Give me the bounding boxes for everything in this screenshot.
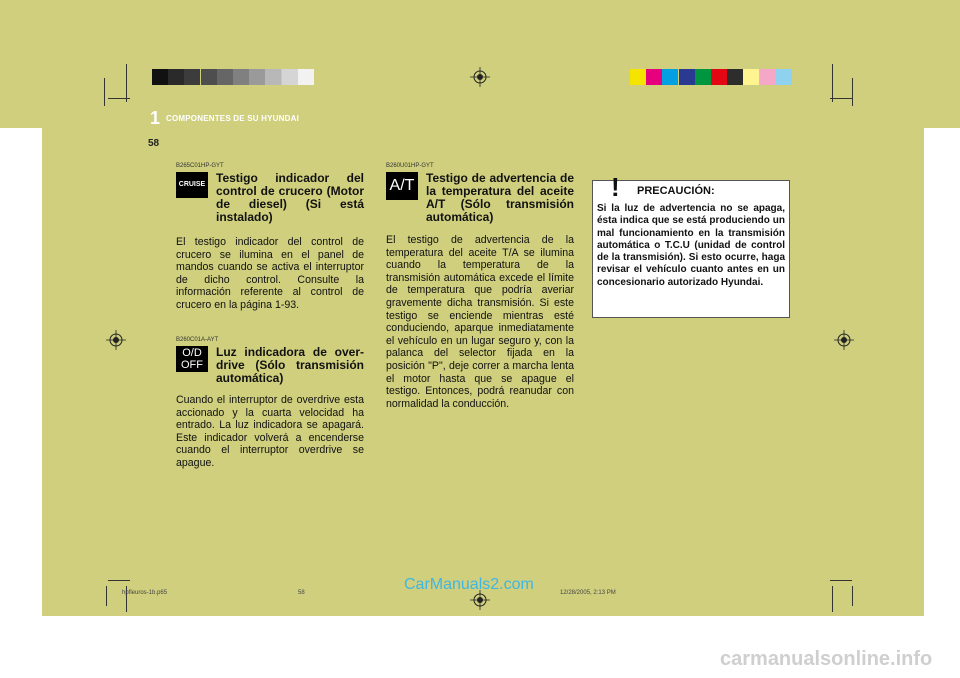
- color-swatch: [201, 69, 217, 85]
- watermark-carmanualsonline: carmanualsonline.info: [720, 648, 933, 670]
- warning-icon: !: [611, 172, 620, 202]
- section-code: B260C01A-AYT: [176, 337, 219, 343]
- section-code: B265C01HP-GYT: [176, 163, 224, 169]
- color-swatch: [743, 69, 759, 85]
- color-swatch: [646, 69, 662, 85]
- footer-page: 58: [298, 590, 305, 596]
- registration-mark-icon: [470, 67, 490, 87]
- section-code: B260U01HP-GYT: [386, 163, 434, 169]
- color-swatch: [776, 69, 792, 85]
- color-swatch: [249, 69, 265, 85]
- section-body: Cuando el interruptor de overdrive esta accionado y la cuarta velocidad ha entrado. La luz indicadora se apagará. Este indicador volverá a encenderse cuando el interruptor overdrive se apague.: [176, 394, 364, 469]
- color-swatch: [282, 69, 298, 85]
- chapter-number: 1: [150, 108, 161, 128]
- registration-mark-icon: [106, 330, 126, 350]
- section-heading: Testigo de advertencia de la temperatura del aceite A/T (Sólo transmisión automática): [426, 171, 574, 224]
- color-swatch: [727, 69, 743, 85]
- color-swatch: [298, 69, 314, 85]
- chapter-title: COMPONENTES DE SU HYUNDAI: [166, 114, 300, 123]
- section-heading: Testigo indicador del control de crucero (Motor de diesel) (Si está instalado): [216, 171, 364, 224]
- color-swatch: [662, 69, 678, 85]
- watermark-carmanuals2: CarManuals2.com: [404, 576, 534, 593]
- color-swatch: [265, 69, 281, 85]
- color-swatch: [217, 69, 233, 85]
- color-swatch: [184, 69, 200, 85]
- color-swatch: [695, 69, 711, 85]
- color-swatch: [630, 69, 646, 85]
- cruise-icon: CRUISE: [176, 172, 208, 198]
- caution-title: PRECAUCIÓN:: [637, 185, 715, 197]
- section-body: El testigo indicador del control de crucero se ilumina en el panel de mandos cuando se activa el interruptor de dicho control. Consulte la información referente al control de crucero en la página 1-93.: [176, 236, 364, 311]
- registration-mark-icon: [834, 330, 854, 350]
- color-swatch: [679, 69, 695, 85]
- color-swatch: [152, 69, 168, 85]
- page-number: 58: [148, 138, 160, 149]
- color-swatch: [760, 69, 776, 85]
- footer-file: hpfleuros-1b.p65: [122, 590, 168, 596]
- color-swatch: [711, 69, 727, 85]
- at-icon: A/T: [386, 172, 418, 200]
- od-off-icon: O/D OFF: [176, 346, 208, 372]
- color-swatch: [168, 69, 184, 85]
- color-swatch: [233, 69, 249, 85]
- section-body: El testigo de advertencia de la temperatura del aceite T/A se ilumina cuando la temperatura de la transmisión automática excede el límite de temperatura que podría averiar gravemente dicha transmisión. Si este testigo se enciende mientras esté conduciendo, aparque inmediatamente el vehículo en un lugar seguro y, con la palanca del selector fijada en la posición "P", deje correr a marcha lenta el motor hasta que se apague el testigo. Entonces, podrá reanudar con normalidad la conducción.: [386, 234, 574, 410]
- caution-box: [592, 172, 790, 318]
- caution-body: Si la luz de advertencia no se apaga, ésta indica que se está produciendo un mal funcionamiento en la transmisión automática o T.C.U (unidad de control de la transmisión). Si esto ocurre, haga revisar el vehículo cuanto antes en un concesionario autorizado Hyundai.: [597, 203, 785, 288]
- section-heading: Luz indicadora de over-drive (Sólo transmisión automática): [216, 345, 364, 385]
- footer-datetime: 12/28/2005, 2:13 PM: [560, 590, 616, 596]
